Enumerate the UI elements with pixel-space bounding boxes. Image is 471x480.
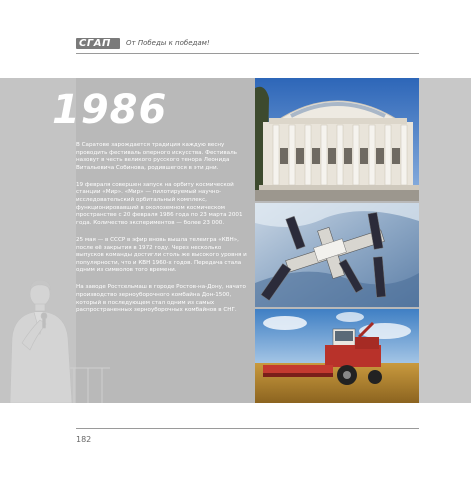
combine-harvester-photo: [255, 309, 419, 403]
paragraph-mir-station: 19 февраля совершен запуск на орбиту космической станции «Мир». «Мир» — пилотируемый научно-исследовательский орбитальный комплекс, функционировавший в околоземном космическом пространстве с 20 февраля 1986 года по 23 марта 2001 года. Количество экспериментов — более 23 000.: [76, 181, 243, 226]
photo-column: [255, 78, 419, 403]
page-number: 182: [76, 435, 92, 444]
logo-text: СГАП: [79, 37, 111, 49]
mir-station-photo: [255, 203, 419, 307]
header-divider: [76, 53, 419, 54]
paragraph-opera-festival: В Саратове зарождается традиция каждую весну проводить фестиваль оперного искусства. Фестиваль назовут в честь великого русского тенора Леонида Витальевича Собинова, родившегося в эти дни.: [76, 142, 237, 171]
opera-theatre-photo: [255, 78, 419, 201]
header: [76, 36, 210, 50]
text-column: [76, 142, 248, 324]
year-heading: 1986: [52, 87, 168, 133]
paragraph-kvn: 25 мая — в СССР в эфир вновь вышла телеигра «КВН», после её закрытия в 1972 году. Через несколько выпусков команды достигли столь же высокого уровня и популярности, что и КВН 1960-х годов. Передача стала одним из символов того времени.: [76, 236, 247, 274]
logo: [76, 38, 120, 49]
paragraph-don-1500: На заводе Ростсельмаш в городе Ростов-на-Дону, начато производство зерноуборочного комбайна Дон-1500, который в последующем стал одним из самых распространенных зерноуборочных комбайнов в СНГ.: [76, 284, 246, 314]
footer-divider: [76, 428, 419, 429]
header-motto: От Победы к победам!: [126, 39, 210, 47]
right-margin-panel: [419, 78, 471, 403]
